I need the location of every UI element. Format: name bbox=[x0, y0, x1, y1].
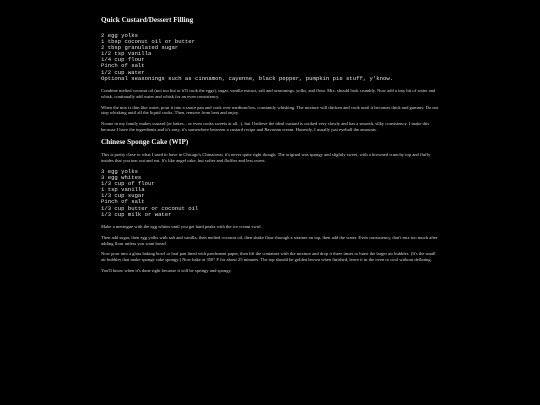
paragraph-custard-method: Combine melted coconut oil (not too hot or it'll cook the eggs), sugar, vanilla extract, salt and seasonings, yolks, and flour. Mix, should look crumbly. Now add a tiny bit of water and whisk, continually add water and whisk for an even consistency. bbox=[101, 87, 436, 99]
ingredient-line: 2 tbsp granulated sugar bbox=[101, 44, 179, 52]
paragraph-sponge-doneness: You'll know when it's done right because it will be springy and spongy. bbox=[101, 268, 232, 274]
ingredient-line: 3 egg yolks bbox=[101, 168, 138, 175]
ingredient-line: 1 tbsp coconut oil or butter bbox=[101, 38, 195, 46]
ingredient-list-custard bbox=[101, 33, 441, 82]
ingredient-line: 1 tsp vanilla bbox=[101, 186, 145, 194]
ingredient-line: 1/3 cup of flour bbox=[101, 180, 155, 188]
ingredient-line: 1/2 cup water bbox=[101, 68, 145, 76]
paragraph-sponge-meringue: Make a meringue with the egg whites until you get hard peaks with the ice cream swirl. bbox=[101, 223, 262, 229]
ingredient-line: 1/3 cup sugar bbox=[101, 192, 145, 200]
ingredient-line: 3 egg whites bbox=[101, 174, 142, 182]
ingredient-line: 1/3 cup butter or coconut oil bbox=[101, 204, 199, 212]
paragraph-custard-notes: Noone in my family makes custard (or bakes... or even cooks sweets at all...), but I believe the ideal custard is cooked very slowly and has a smooth, silky consistency. I make this because I have the ingredients and it's easy, it's somewhere between a custard recipe and Bavarian cream. Honestly, I usually just eyeball the amounts. bbox=[101, 121, 430, 133]
ingredient-line: 1/2 tsp vanilla bbox=[101, 50, 152, 58]
paragraph-sponge-intro: This is pretty close to what I used to have in Chicago's Chinatown, it's never quite right though. The original was spongy and slightly sweet, with a browned crunchy top and fluffy insides that you tear out and eat. It's like angel cake, but softer and fluffier and less sweet. bbox=[101, 152, 431, 164]
paragraph-custard-cooking: When the mix is thin like water, pour it into a sauce pan and cook over medium/low, constantly whisking. The mixture will thicken and cook until it becomes thick and gummy. Do not stop whisking until all the liquid cooks. Then, remove from heat and enjoy. bbox=[101, 104, 439, 116]
ingredient-line: 1/4 cup flour bbox=[101, 56, 145, 64]
recipe-page bbox=[101, 16, 441, 279]
ingredient-line: 1/3 cup milk or water bbox=[101, 210, 172, 218]
ingredient-line: 2 egg yolks bbox=[101, 32, 138, 39]
ingredient-list-sponge-cake bbox=[101, 169, 441, 218]
ingredient-line: Pinch of salt bbox=[101, 62, 145, 70]
section-title-sponge-cake: Chinese Sponge Cake (WIP) bbox=[101, 138, 189, 147]
paragraph-sponge-baking: Now pour into a glass baking bowl or loaf pan lined with parchment paper, then lift the container with the mixture and drop it three times to burst the larger air bubbles. (It's the small air bubbles that make sponge cake spongy.) Now bake at 350° F for about 25 minutes. The top should be golden brown when finished, leave it in the oven to cool without deflating. bbox=[101, 251, 436, 263]
ingredient-line: Optional seasonings such as cinnamon, cayenne, black pepper, pumpkin pie stuff, y'know. bbox=[101, 74, 394, 82]
ingredient-line: Pinch of salt bbox=[101, 198, 145, 206]
section-title-custard: Quick Custard/Dessert Filling bbox=[101, 16, 194, 24]
paragraph-sponge-mixing: Then add sugar, then egg yolks with salt and vanilla, then melted coconut oil, then shake flour through a strainer on top, then add the water. Even consistency, don't mix too much after adding flour unless you want bread bbox=[101, 234, 438, 246]
